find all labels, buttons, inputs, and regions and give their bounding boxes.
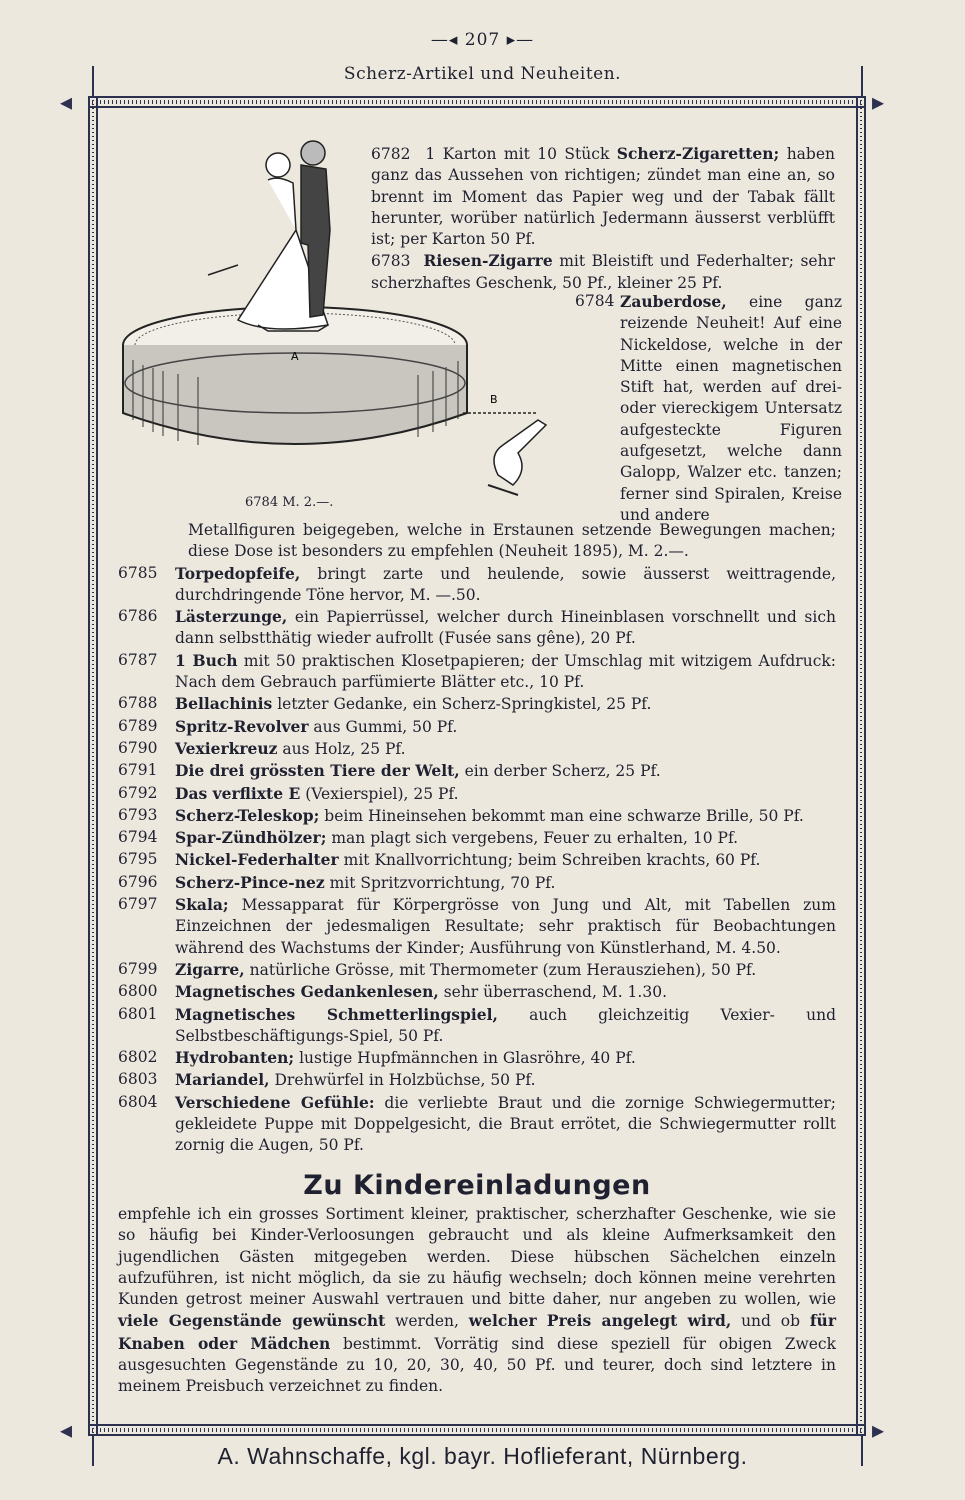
entry-text <box>175 693 836 715</box>
entry-number: 6788 <box>118 694 158 713</box>
entry-6784-narrow: Zauberdose, eine ganz reizende Neuheit! Auf eine Nickeldose, welche in der Mitte einen magnetischen Stift hat, werden auf drei- oder viereckigem Untersatz aufgesteckte Figuren aufgesetzt, welche dann Galopp, Walzer etc. tanzen; ferner sind Spiralen, Kreise und andere <box>620 292 842 524</box>
entry-number: 6785 <box>118 563 158 582</box>
entry-title: Die drei grössten Tiere der Welt, <box>175 761 460 781</box>
entry-number: 6797 <box>118 895 158 914</box>
entry-description: die verliebte Braut und die zornige Schwiegermutter; gekleidete Puppe mit Doppelgesicht, die Braut errötet, die Schwiegermutter rollt zornig die Augen, 50 Pf. <box>175 1093 836 1155</box>
catalog-entry <box>118 805 836 827</box>
entry-title: Verschiedene Gefühle: <box>175 1092 375 1112</box>
entry-number: 6801 <box>118 1004 158 1023</box>
catalog-entry <box>118 760 836 782</box>
entry-text <box>175 849 836 871</box>
entry-number: 6789 <box>118 716 158 735</box>
entry-title: Das verflixte E <box>175 783 301 803</box>
catalog-entry <box>118 959 836 981</box>
entry-6784-number: 6784 <box>575 292 615 310</box>
entry-description: mit Knallvorrichtung; beim Schreiben krachts, 60 Pf. <box>338 851 761 870</box>
entry-description: ein derber Scherz, 25 Pf. <box>459 762 661 781</box>
entry-title: Magnetisches Gedankenlesen, <box>175 982 439 1002</box>
entry-number: 6804 <box>118 1092 158 1111</box>
catalog-entry <box>118 981 836 1003</box>
entry-number: 6794 <box>118 828 158 847</box>
wrapped-entries <box>371 143 835 294</box>
frame-spike-tr <box>861 66 863 96</box>
entry-description: auch gleichzeitig Vexier- und Selbstbeschäftigungs-Spiel, 50 Pf. <box>175 1005 836 1045</box>
entry-text <box>175 1069 836 1091</box>
entry-list <box>118 563 836 1157</box>
entry-text <box>175 1092 836 1157</box>
entry-title: Hydrobanten; <box>175 1048 295 1068</box>
frame-arrow-right-bottom-icon: ▸ <box>872 1416 885 1444</box>
catalog-entry <box>118 827 836 849</box>
catalog-entry <box>118 563 836 607</box>
entry-text <box>175 563 836 607</box>
entry-number: 6802 <box>118 1048 158 1067</box>
entry-number: 6803 <box>118 1070 158 1089</box>
section-title: Zu Kindereinladungen <box>303 1169 651 1201</box>
entry-title: Lästerzunge, <box>175 607 288 627</box>
entry-text <box>175 894 836 959</box>
entry-description: Drehwürfel in Holzbüchse, 50 Pf. <box>269 1071 536 1090</box>
entry-description: natürliche Grösse, mit Thermometer (zum Herausziehen), 50 Pf. <box>244 960 757 979</box>
entry-description: sehr überraschend, M. 1.30. <box>438 983 667 1002</box>
label-a: A <box>291 350 299 363</box>
catalog-entry <box>118 872 836 894</box>
entry-title: 1 Buch <box>175 650 238 670</box>
entry-title: Zigarre, <box>175 959 245 979</box>
entry-title: Mariandel, <box>175 1070 270 1090</box>
catalog-entry <box>118 738 836 760</box>
entry-number: 6796 <box>118 872 158 891</box>
entry-description: man plagt sich vergebens, Feuer zu erhalten, 10 Pf. <box>326 829 739 848</box>
entry-description: (Vexierspiel), 25 Pf. <box>300 784 459 803</box>
entry-text <box>175 959 836 981</box>
catalog-body <box>118 520 836 1398</box>
entry-description: ein Papierrüssel, welcher durch Hineinblasen vorschnellt und sich dann selbstthätig wieder aufrollt (Fusée sans gêne), 20 Pf. <box>175 608 836 648</box>
label-b: B <box>490 393 498 406</box>
entry-6784-continuation: Metallfiguren beigegeben, welche in Erstaunen setzende Bewegungen machen; diese Dose ist besonders zu empfehlen (Neuheit 1895), M. 2.—. <box>188 521 836 561</box>
entry-number: 6786 <box>118 607 158 626</box>
entry-title: Spar-Zündhölzer; <box>175 828 327 848</box>
frame-spike-tl <box>92 66 94 96</box>
catalog-entry <box>118 693 836 715</box>
catalog-entry <box>118 606 836 650</box>
entry-title: Scherz-Pince-nez <box>175 872 325 892</box>
entry-text <box>175 606 836 650</box>
entry-number: 6791 <box>118 761 158 780</box>
entry-number: 6795 <box>118 850 158 869</box>
entry-text <box>175 805 836 827</box>
figure-caption: 6784 M. 2.—. <box>245 495 334 510</box>
entry-6783: 6783 Riesen-Zigarre mit Bleistift und Federhalter; sehr scherzhaftes Geschenk, 50 Pf., kleiner 25 Pf. <box>371 251 835 292</box>
frame-arrow-right-top-icon: ▸ <box>872 88 885 116</box>
entry-number: 6790 <box>118 738 158 757</box>
entry-description: lustige Hupfmännchen in Glasröhre, 40 Pf. <box>294 1049 636 1068</box>
entry-number: 6799 <box>118 959 158 978</box>
entry-text <box>175 981 836 1003</box>
entry-description: aus Holz, 25 Pf. <box>277 739 406 758</box>
entry-description: letzter Gedanke, ein Scherz-Springkistel, 25 Pf. <box>272 695 652 714</box>
catalog-entry <box>118 1092 836 1157</box>
entry-text <box>175 650 836 694</box>
section-paragraph: empfehle ich ein grosses Sortiment kleiner, praktischer, scherzhafter Geschenke, wie sie so häufig bei Kinder-Verloosungen gebraucht und als kleine Aufmerksamkeit den jugendlichen Gästen mitgegeben werden. Diese hübschen Sächelchen einzeln aufzuführen, ist nicht möglich, da sie zu häufig wechseln; doch können meine verehrten Kunden getrost meiner Auswahl vertrauen und bitte daher, nur angeben zu wollen, wie viele Gegenstände gewünscht werden, welcher Preis angelegt wird, und ob für Knaben oder Mädchen bestimmt. Vorrätig sind diese speziell für obigen Zweck ausgesuchten Gegenstände zu 10, 20, 30, 40, 50 Pf. und teurer, doch sind letztere in meinem Preisbuch verzeichnet zu finden. <box>118 1204 836 1396</box>
entry-text <box>175 783 836 805</box>
catalog-entry <box>118 1004 836 1048</box>
entry-text <box>175 827 836 849</box>
entry-text <box>175 872 836 894</box>
entry-text <box>175 1004 836 1048</box>
entry-description: aus Gummi, 50 Pf. <box>308 717 458 736</box>
entry-title: Scherz-Teleskop; <box>175 805 320 825</box>
frame-right-rule <box>856 96 866 1436</box>
entry-number: 6792 <box>118 783 158 802</box>
catalog-entry <box>118 716 836 738</box>
entry-description: bringt zarte und heulende, sowie äusserst weittragende, durchdringende Töne hervor, M. —.50. <box>175 564 836 604</box>
running-header: Scherz-Artikel und Neuheiten. <box>343 64 622 84</box>
catalog-entry <box>118 894 836 959</box>
publisher-footer: A. Wahnschaffe, kgl. bayr. Hoflieferant, Nürnberg. <box>217 1443 748 1469</box>
entry-title: Nickel-Federhalter <box>175 850 339 870</box>
entry-title: Spritz-Revolver <box>175 716 309 736</box>
frame-arrow-left-top-icon: ◂ <box>60 88 73 116</box>
catalog-entry <box>118 783 836 805</box>
page-number: —◂ 207 ▸— <box>430 30 535 50</box>
entry-text <box>175 1047 836 1069</box>
entry-number: 6787 <box>118 650 158 669</box>
entry-description: Messapparat für Körpergrösse von Jung und Alt, mit Tabellen zum Einzeichnen der jedesmaligen Resultate; sehr praktisch für Beobachtungen während des Wachstums der Kinder; Ausführung von Künstlerhand, M. 4.50. <box>175 896 836 957</box>
entry-title: Magnetisches Schmetterlingspiel, <box>175 1004 498 1024</box>
frame-top-rule <box>88 96 866 108</box>
entry-number: 6793 <box>118 805 158 824</box>
entry-title: Torpedopfeife, <box>175 563 301 583</box>
entry-text <box>175 716 836 738</box>
entry-number: 6800 <box>118 982 158 1001</box>
entry-description: beim Hineinsehen bekommt man eine schwarze Brille, 50 Pf. <box>319 806 804 825</box>
entry-title: Vexierkreuz <box>175 738 278 758</box>
entry-text <box>175 738 836 760</box>
entry-title: Bellachinis <box>175 694 273 714</box>
catalog-entry <box>118 1069 836 1091</box>
entry-description: mit 50 praktischen Klosetpapieren; der Umschlag mit witzigem Aufdruck: Nach dem Gebrauch parfümierte Blätter etc., 10 Pf. <box>175 651 836 692</box>
catalog-entry <box>118 849 836 871</box>
entry-title: Skala; <box>175 895 229 915</box>
catalog-entry <box>118 1047 836 1069</box>
entry-text <box>175 760 836 782</box>
catalog-entry <box>118 650 836 694</box>
frame-arrow-left-bottom-icon: ◂ <box>60 1416 73 1444</box>
frame-bottom-rule <box>88 1424 866 1436</box>
frame-left-rule <box>88 96 98 1436</box>
entry-description: mit Spritzvorrichtung, 70 Pf. <box>324 873 556 892</box>
entry-6782: 6782 1 Karton mit 10 Stück Scherz-Zigaretten; haben ganz das Aussehen von richtigen; zündet man eine an, so brennt im Moment das Papier weg und der Tabak fällt herunter, worüber natürlich Jedermann äusserst verblüfft ist; per Karton 50 Pf. <box>371 144 836 249</box>
